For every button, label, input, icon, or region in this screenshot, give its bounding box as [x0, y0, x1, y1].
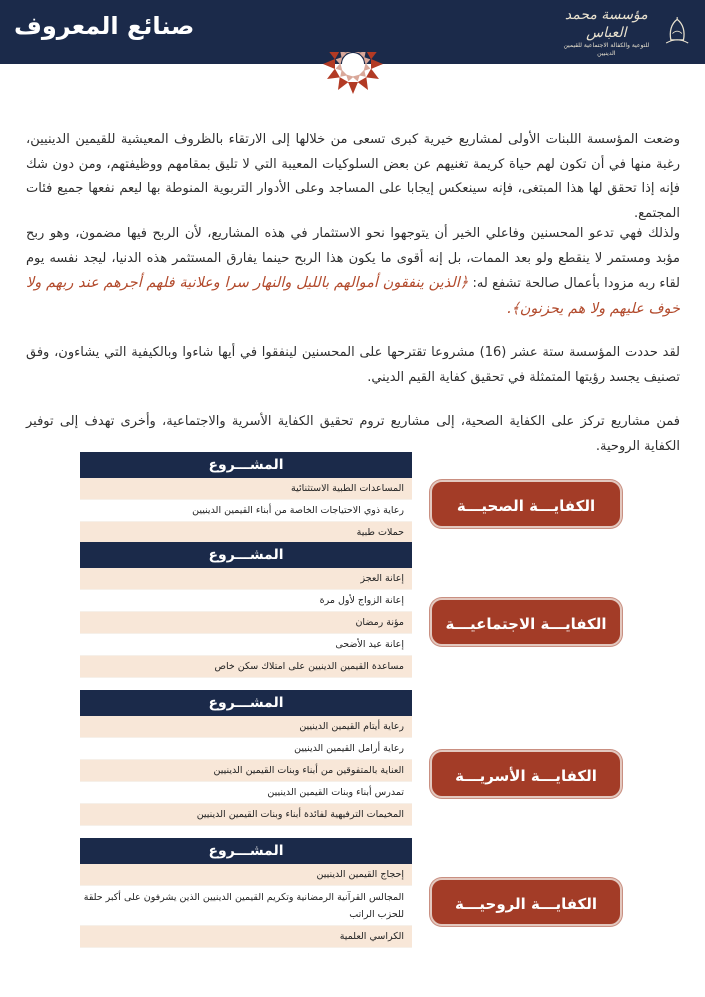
geometric-ornament-icon: [315, 52, 391, 108]
social-projects-table: [80, 542, 412, 678]
table-row: إعانة عيد الأضحى: [80, 634, 412, 656]
page-title: صنائع المعروف: [14, 12, 195, 40]
spiritual-projects-table: [80, 838, 412, 948]
table-row: الكراسي العلمية: [80, 926, 412, 948]
logo-sub-text: للتوعية والكفالة الاجتماعية للقيمين الدينيين: [563, 42, 650, 57]
quran-verse: ﴿الذين ينفقون أموالهم بالليل والنهار سرا وعلانية فلهم أجرهم عند ربهم ولا خوف عليهم ولا هم يحزنون﴾.: [26, 275, 680, 317]
table-row: المجالس القرآنية الرمضانية وتكريم القيمين الدينيين الذين يشرفون على أكبر حلقة للحزب الراتب: [80, 886, 412, 926]
family-sufficiency-label: الكفايـــة الأسريـــة: [430, 750, 622, 798]
table-row: إحجاج القيمين الدينيين: [80, 864, 412, 886]
family-projects-table: [80, 690, 412, 826]
intro-paragraph: وضعت المؤسسة اللبنات الأولى لمشاريع خيرية كبرى تسعى من خلالها إلى الارتقاء بالظروف المعيشية للقيمين الدينيين، رغبة منها في أن تكون لهم حياة كريمة تغنيهم عن بعض السلوكيات المعيبة التي لا تليق بمقامهم ووظيفتهم، ومن دون شك فإنه إذا تحقق لها هذا المبتغى، فإنه سينعكس إيجابا على المساجد وعلى الأدوار التربوية المنوطة بها ليعم نفعها جميع فئات المجتمع.: [26, 132, 680, 221]
mosque-dome-icon: [663, 12, 691, 52]
table-row: رعاية ذوي الاحتياجات الخاصة من أبناء القيمين الدينيين: [80, 500, 412, 522]
table-row: مؤنة رمضان: [80, 612, 412, 634]
table-header: المشـــروع: [80, 542, 412, 568]
table-header: المشـــروع: [80, 452, 412, 478]
table-row: المساعدات الطبية الاستثنائية: [80, 478, 412, 500]
table-row: المخيمات الترفيهية لفائدة أبناء وبنات القيمين الدينيين: [80, 804, 412, 826]
social-sufficiency-label: الكفايـــة الاجتماعيـــة: [430, 598, 622, 646]
foundation-logo: [556, 8, 691, 56]
logo-main-text: مؤسسة محمد العباس: [564, 7, 648, 41]
table-row: مساعدة القيمين الدينيين على امتلاك سكن خاص: [80, 656, 412, 678]
projects-count-paragraph: لقد حددت المؤسسة ستة عشر (16) مشروعا تقترحها على المحسنين لينفقوا في أيها شاءوا وبالكيفية التي يشاءون، وفق تصنيف يجسد رؤيتها المتمثلة في تحقيق كفاية القيم الديني.: [26, 345, 681, 385]
health-sufficiency-label: الكفايـــة الصحيـــة: [430, 480, 622, 528]
table-row: رعاية أرامل القيمين الدينيين: [80, 738, 412, 760]
table-header: المشـــروع: [80, 838, 412, 864]
table-row: إعانة العجز: [80, 568, 412, 590]
invitation-paragraph: [26, 222, 680, 322]
table-row: العناية بالمتفوقين من أبناء وبنات القيمين الدينيين: [80, 760, 412, 782]
table-row: حملات طبية: [80, 522, 412, 544]
table-row: إعانة الزواج لأول مرة: [80, 590, 412, 612]
table-header: المشـــروع: [80, 690, 412, 716]
table-row: رعاية أيتام القيمين الدينيين: [80, 716, 412, 738]
table-row: تمدرس أبناء وبنات القيمين الدينيين: [80, 782, 412, 804]
invitation-text: ولذلك فهي تدعو المحسنين وفاعلي الخير أن يتوجهوا نحو الاستثمار في هذه المشاريع، لأن الربح فيها مضمون، وهو ربح مؤبد ومستمر لا ينقطع ولو بعد الممات، بل إنه أقوى ما يكون هذا الربح حينما يفارق المستثمر هذه الدنيا، ليجد نفسه يوم لقاء ربه مزودا بأعمال صالحة تشفع له:: [26, 226, 680, 291]
categories-paragraph: فمن مشاريع تركز على الكفاية الصحية، إلى مشاريع تروم تحقيق الكفاية الأسرية والاجتماعية، وأخرى تهدف إلى توفير الكفاية الروحية.: [26, 414, 680, 454]
spiritual-sufficiency-label: الكفايـــة الروحيـــة: [430, 878, 622, 926]
health-projects-table: [80, 452, 412, 544]
